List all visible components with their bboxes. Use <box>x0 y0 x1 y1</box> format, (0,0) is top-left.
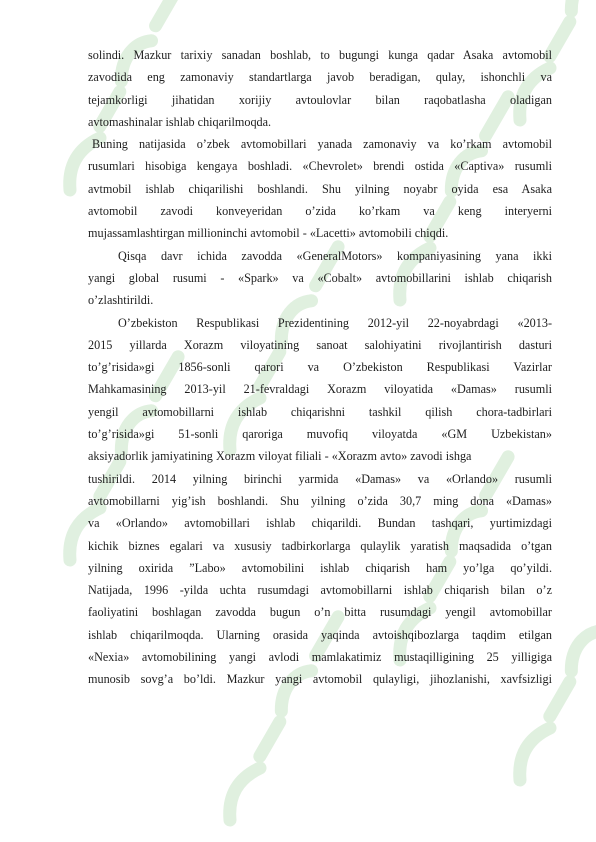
text-line: va «Orlando» avtomobillari ishlab chiqarildi. Bundan tashqari, yurtimizdagi <box>88 516 552 531</box>
text-line: Buning natijasida o’zbek avtomobillari yanada zamonaviy va ko’rkam avtomobil <box>92 137 552 152</box>
text-line: avtmobil ishlab chiqarilishi boshlandi. Shu yilning noyabr oyida esa Asaka <box>88 181 552 196</box>
text-line: to’g’risida»gi 51-sonli qaroriga muvofiq viloyatda «GM Uzbekistan» <box>88 427 552 442</box>
text-line: Mahkamasining 2013-yil 21-fevraldagi Xorazm viloyatida «Damas» rusumli <box>88 382 552 397</box>
text-line: Qisqa davr ichida zavodda «GeneralMotors» kompaniyasining yana ikki <box>118 248 552 263</box>
text-line: faoliyatini boshlagan zavodda bugun o’n bitta rusumdagi yengil avtomobillar <box>88 605 552 620</box>
text-line: Natijada, 1996 -yilda uchta rusumdagi avtomobillarni ishlab chiqarish bilan o’z <box>88 583 552 598</box>
text-line: «Nexia» avtomobilining yangi avlodi mamlakatimiz mustaqilligining 25 yilligiga <box>88 650 552 665</box>
text-line: avtomashinalar ishlab chiqarilmoqda. <box>88 114 272 129</box>
text-line: yangi global rusumi - «Spark» va «Cobalt» avtomobillarini ishlab chiqarish <box>88 270 552 285</box>
text-line: o’zlashtirildi. <box>88 293 154 308</box>
text-line: yilning oxirida ”Labo» avtomobilini ishlab chiqarish ham yo’lga qo’yildi. <box>88 560 552 575</box>
text-line: solindi. Mazkur tarixiy sanadan boshlab, to bugungi kunga qadar Asaka avtomobil <box>88 48 552 62</box>
text-line: tushirildi. 2014 yilning birinchi yarmida «Damas» va «Orlando» rusumli <box>88 471 552 486</box>
text-line: munosib sovg’a bo’ldi. Mazkur yangi avtomobil qulayligi, jihozlanishi, xavfsizligi <box>88 672 552 687</box>
text-line: O’zbekiston Respublikasi Prezidentining 2012-yil 22-noyabrdagi «2013- <box>118 315 552 330</box>
text-line: aksiyadorlik jamiyatining Xorazm viloyat filiali - «Xorazm avto» zavodi ishga <box>88 449 472 464</box>
body-text <box>88 44 552 691</box>
text-line: avtomobillarni yig’ish boshlandi. Shu yilning o’zida 30,7 ming dona «Damas» <box>88 493 552 508</box>
text-line: avtomobil zavodi konveyeridan o’zida ko’rkam va keng interyerni <box>88 204 552 219</box>
text-line: 2015 yillarda Xorazm viloyatining sanoat salohiyatini rivojlantirish dasturi <box>88 337 552 352</box>
text-line: kichik biznes egalari va xususiy tadbirkorlarga qulaylik yaratish maqsadida o’tgan <box>88 538 552 553</box>
text-line: mujassamlashtirgan millioninchi avtomobil - «Lacetti» avtomobili chiqdi. <box>88 226 449 241</box>
text-line: to’g’risida»gi 1856-sonli qarori va O’zbekiston Respublikasi Vazirlar <box>88 360 552 375</box>
text-line: ishlab chiqarilmoqda. Ularning orasida yaqinda avtoishqibozlarga taqdim etilgan <box>88 627 552 642</box>
text-line: rusumlari hisobiga kengaya boshladi. «Chevrolet» brendi ostida «Captiva» rusumli <box>88 159 552 174</box>
text-line: yengil avtomobillarni ishlab chiqarishni tashkil qilish chora-tadbirlari <box>88 404 552 419</box>
text-line: tejamkorligi jihatidan xorijiy avtoulovlar bilan raqobatlasha oladigan <box>88 92 552 107</box>
text-line: zavodida eng zamonaviy standartlarga javob beradigan, qulay, ishonchli va <box>88 70 552 85</box>
